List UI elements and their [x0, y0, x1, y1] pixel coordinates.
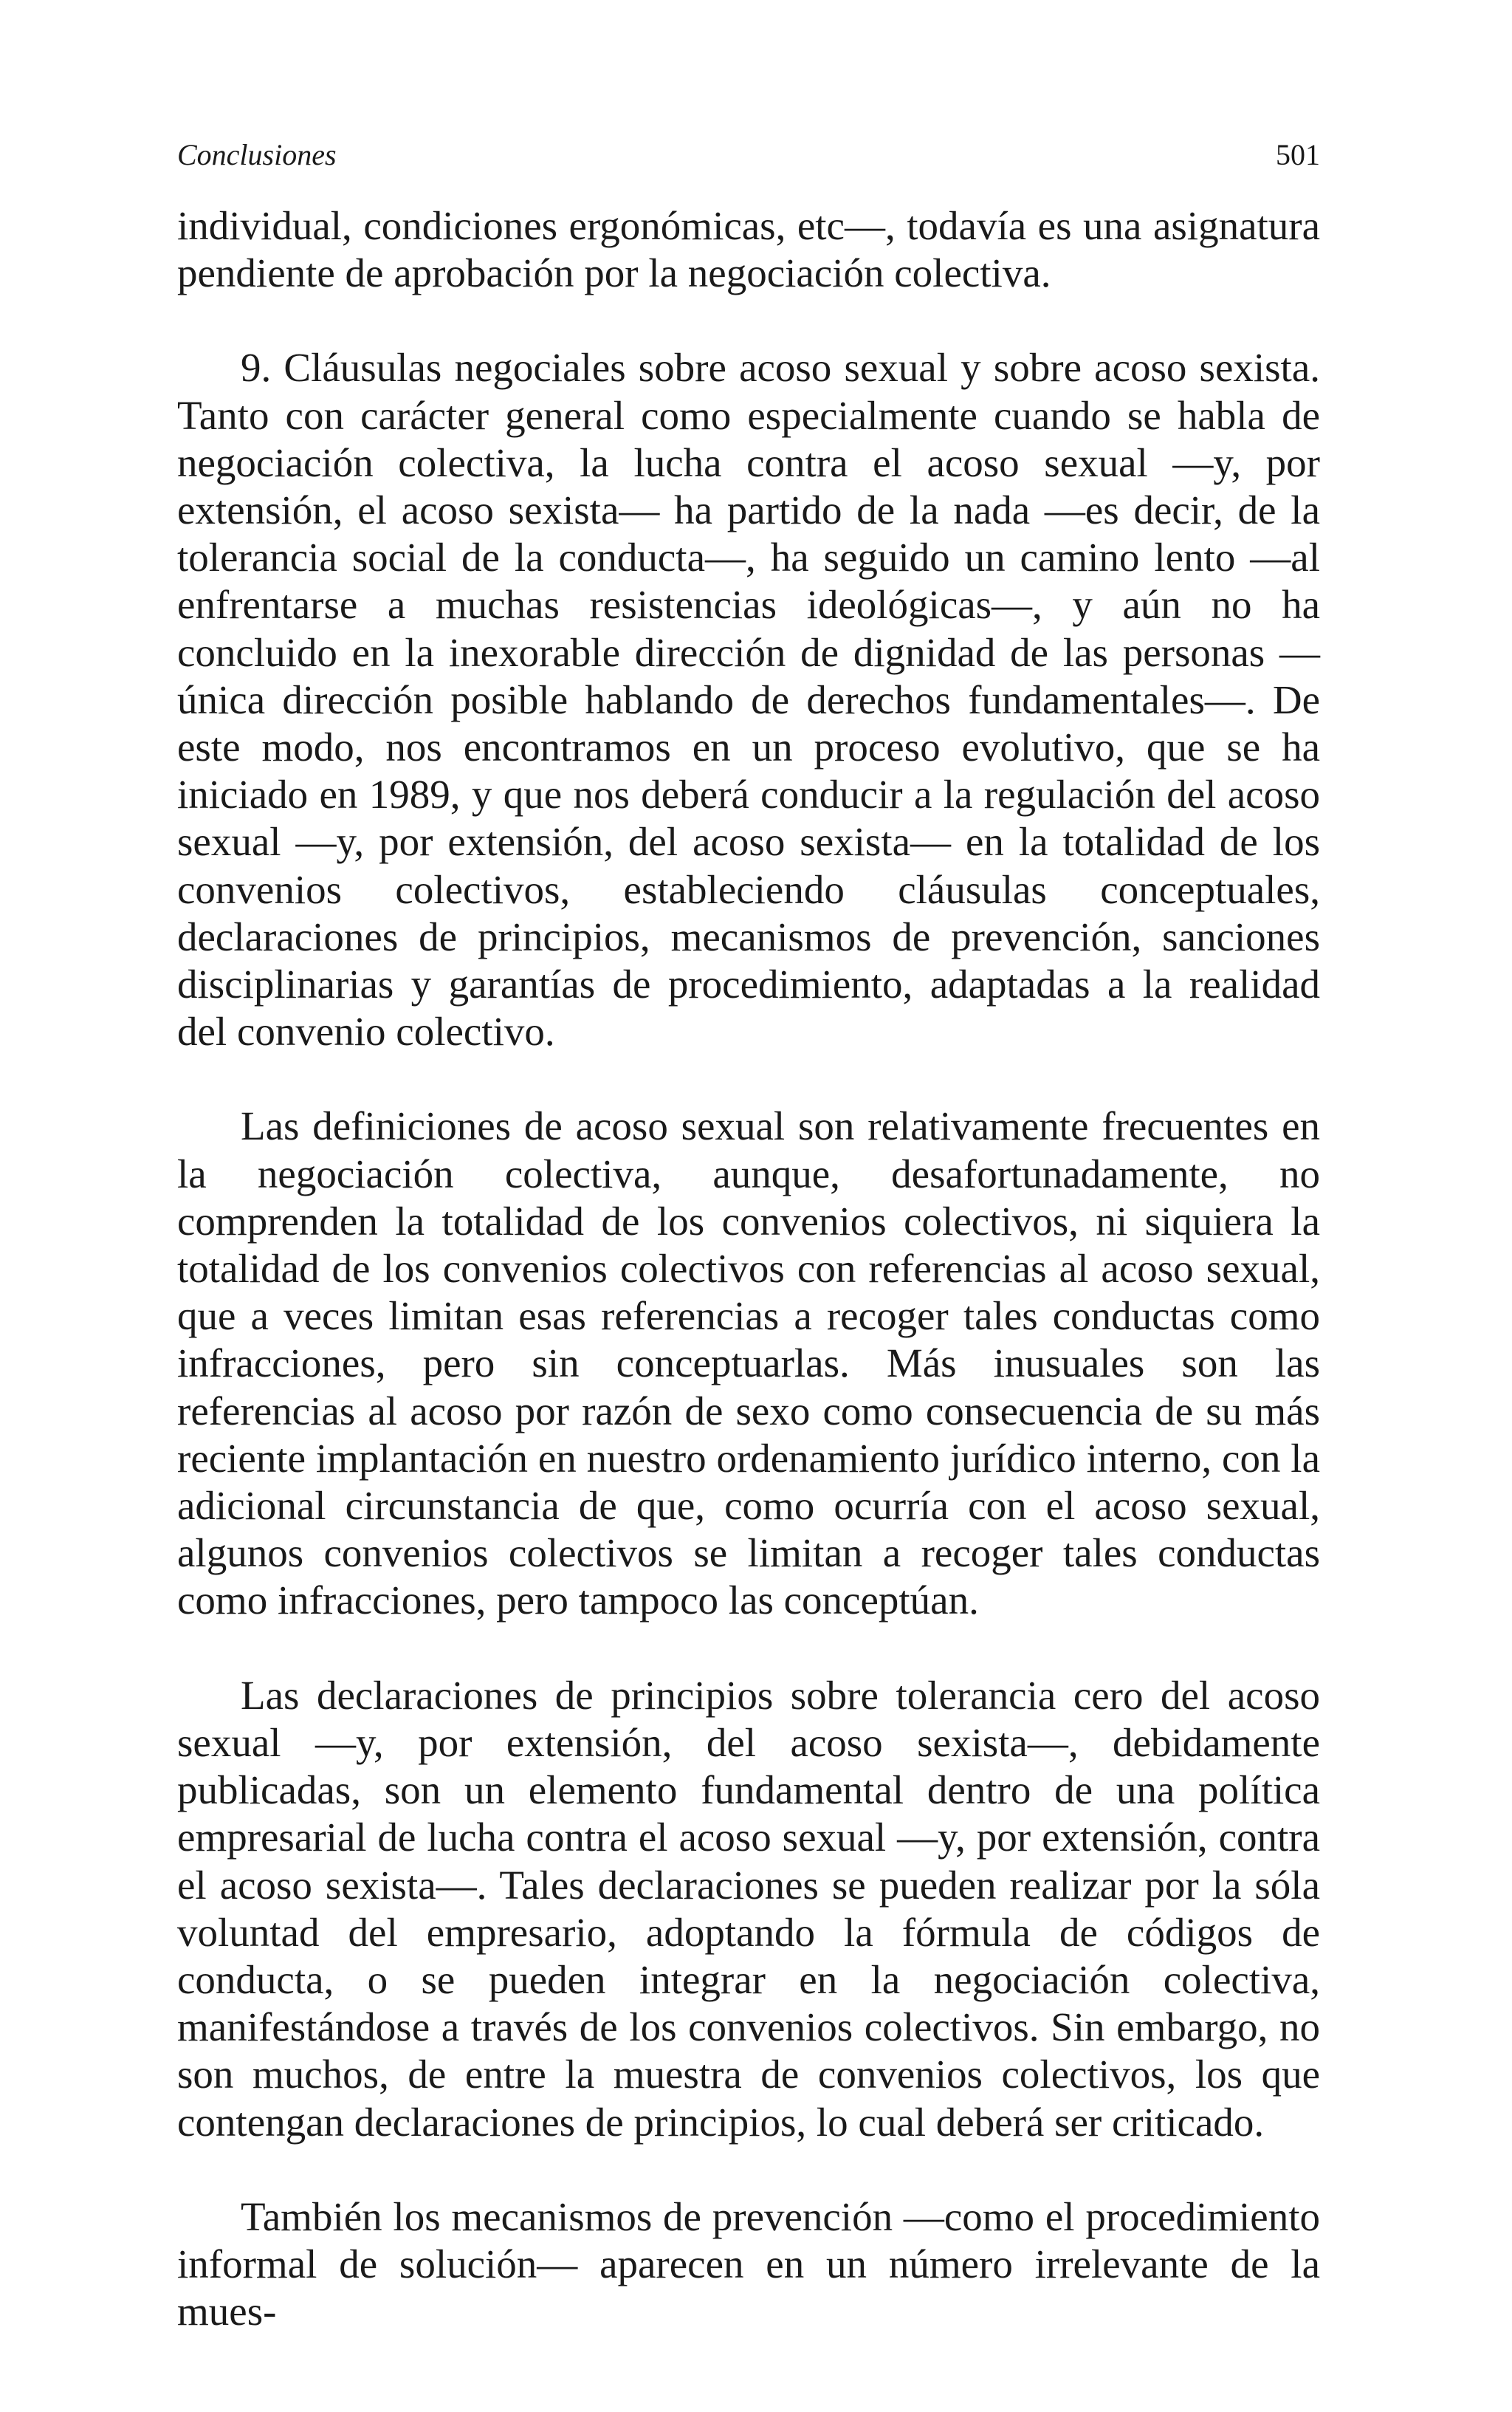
- running-title: Conclusiones: [177, 138, 337, 171]
- paragraph-definitions: Las definiciones de acoso sexual son relativamente frecuentes en la negociación colectiva, aunque, desafortunadamente, no comprenden la totalidad de los convenios colectivos, ni siquiera la totalidad de los convenios colectivos con referencias al acoso sexual, que a veces limitan esas referencias a recoger tales conductas como infracciones, pero sin conceptuarlas. Más inusuales son las referencias al acoso por razón de sexo como consecuencia de su más reciente implantación en nuestro ordenamiento jurídico interno, con la adicional circunstancia de que, como ocurría con el acoso sexual, algunos convenios colectivos se limitan a recoger tales conductas como infracciones, pero tampoco las conceptúan.: [177, 1103, 1320, 1623]
- body-text: [177, 202, 1320, 2335]
- paragraph-declarations: Las declaraciones de principios sobre tolerancia cero del acoso sexual —y, por extensión, del acoso sexista—, debidamente publicadas, son un elemento fundamental dentro de una política empresarial de lucha contra el acoso sexual —y, por extensión, contra el acoso sexista—. Tales declaraciones se pueden realizar por la sóla voluntad del empresario, adoptando la fórmula de códigos de conducta, o se pueden integrar en la negociación colectiva, manifestándose a través de los convenios colectivos. Sin embargo, no son muchos, de entre la muestra de convenios colectivos, los que contengan declaraciones de principios, lo cual deberá ser criticado.: [177, 1672, 1320, 2145]
- running-header: [177, 133, 1320, 177]
- paragraph-section-9: 9. Cláusulas negociales sobre acoso sexual y sobre acoso sexista. Tanto con carácter general como especialmente cuando se habla de negociación colectiva, la lucha contra el acoso sexual —y, por extensión, el acoso sexista— ha partido de la nada —es decir, de la tolerancia social de la conducta—, ha seguido un camino lento —al enfrentarse a muchas resistencias ideológicas—, y aún no ha concluido en la inexorable dirección de dignidad de las personas —única dirección posible hablando de derechos fundamentales—. De este modo, nos encontramos en un proceso evolutivo, que se ha iniciado en 1989, y que nos deberá conducir a la regulación del acoso sexual —y, por extensión, del acoso sexista— en la totalidad de los convenios colectivos, estableciendo cláusulas conceptuales, declaraciones de principios, mecanismos de prevención, sanciones disciplinarias y garantías de procedimiento, adaptadas a la realidad del convenio colectivo.: [177, 345, 1320, 1055]
- page-number: 501: [1276, 138, 1320, 171]
- book-page: [177, 133, 1320, 2335]
- paragraph-prevention: También los mecanismos de prevención —como el procedimiento informal de solución— aparecen en un número irrelevante de la mues-: [177, 2193, 1320, 2334]
- paragraph-continuation: individual, condiciones ergonómicas, etc—, todavía es una asignatura pendiente de aprobación por la negociación colectiva.: [177, 203, 1320, 296]
